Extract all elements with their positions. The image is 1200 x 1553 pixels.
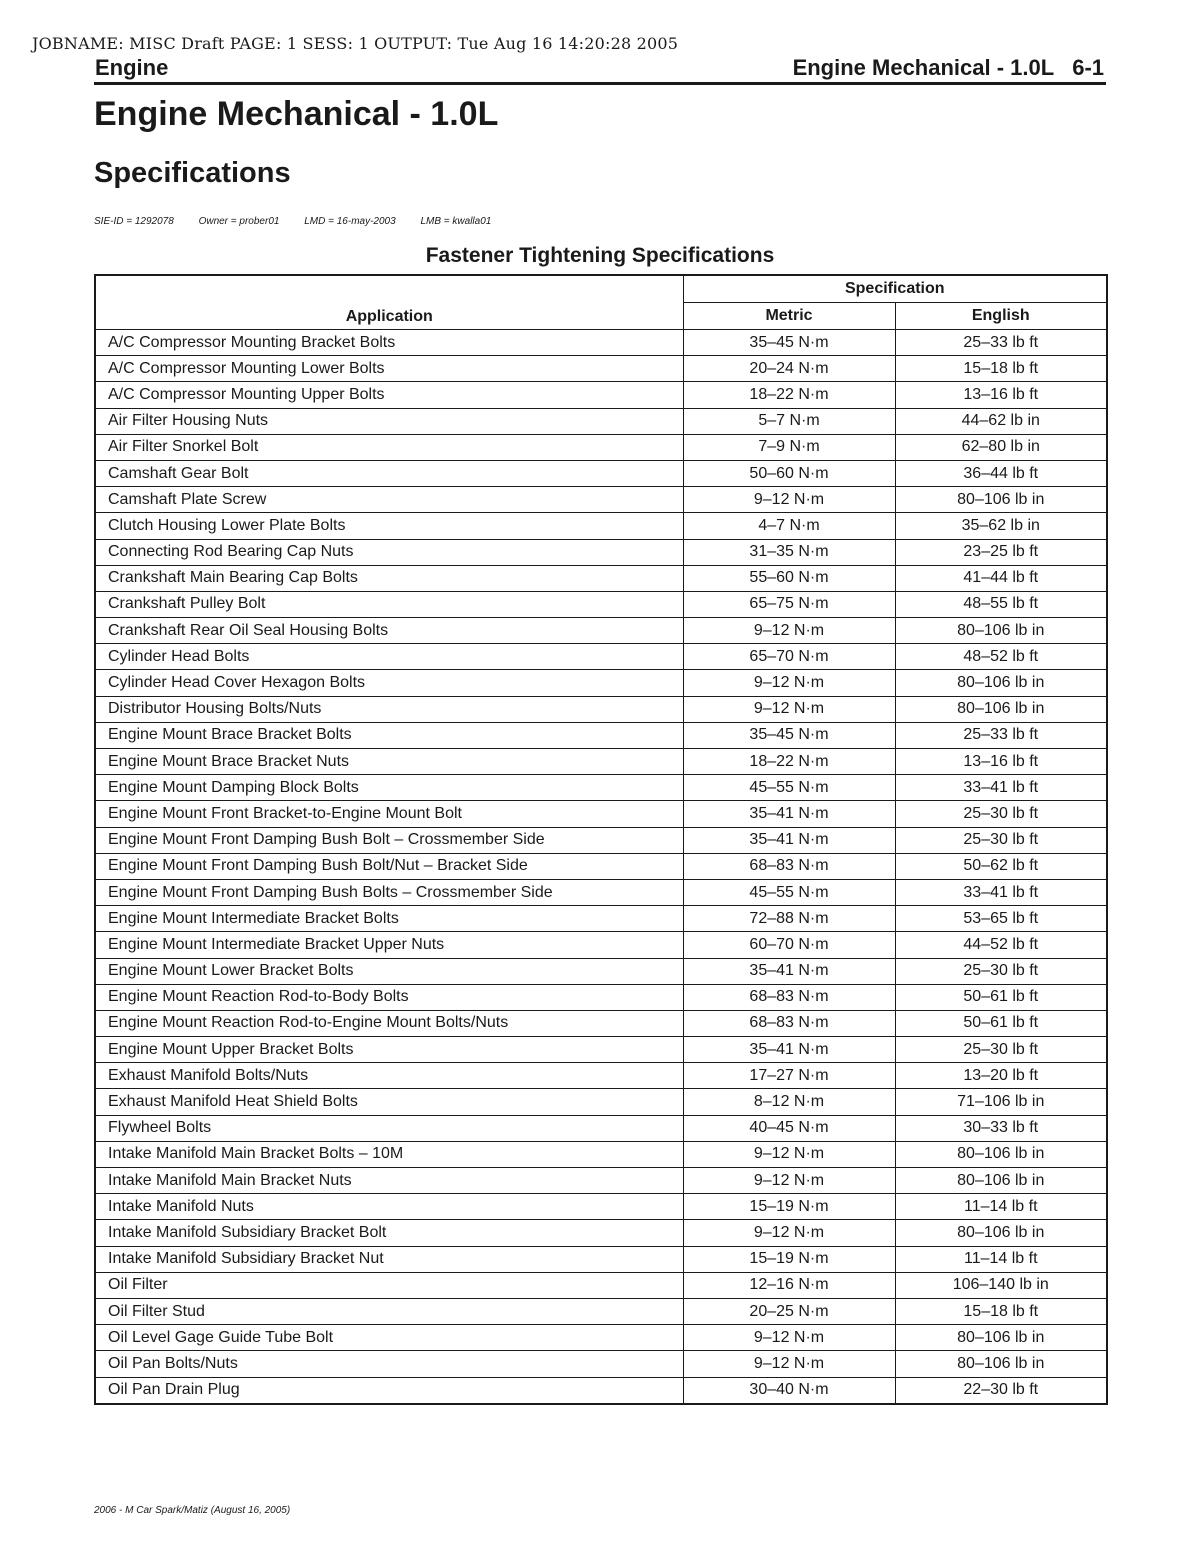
table-row [95, 1168, 1107, 1194]
application-cell: Crankshaft Main Bearing Cap Bolts [95, 565, 683, 591]
english-cell: 71–106 lb in [895, 1089, 1107, 1115]
application-cell: Air Filter Snorkel Bolt [95, 434, 683, 460]
metric-cell: 20–25 N·m [683, 1298, 895, 1324]
english-cell: 25–30 lb ft [895, 827, 1107, 853]
application-cell: Engine Mount Brace Bracket Nuts [95, 749, 683, 775]
application-cell: A/C Compressor Mounting Upper Bolts [95, 382, 683, 408]
english-cell: 44–52 lb ft [895, 932, 1107, 958]
table-row [95, 1272, 1107, 1298]
metric-cell: 20–24 N·m [683, 356, 895, 382]
english-cell: 13–20 lb ft [895, 1063, 1107, 1089]
application-cell: Oil Filter Stud [95, 1298, 683, 1324]
english-cell: 15–18 lb ft [895, 1298, 1107, 1324]
english-cell: 106–140 lb in [895, 1272, 1107, 1298]
english-cell: 80–106 lb in [895, 670, 1107, 696]
metric-cell: 9–12 N·m [683, 1325, 895, 1351]
metric-cell: 40–45 N·m [683, 1115, 895, 1141]
english-cell: 80–106 lb in [895, 1168, 1107, 1194]
english-cell: 25–30 lb ft [895, 801, 1107, 827]
english-cell: 33–41 lb ft [895, 775, 1107, 801]
application-cell: Engine Mount Upper Bracket Bolts [95, 1037, 683, 1063]
metric-cell: 9–12 N·m [683, 1168, 895, 1194]
english-cell: 25–30 lb ft [895, 1037, 1107, 1063]
application-cell: Clutch Housing Lower Plate Bolts [95, 513, 683, 539]
table-row [95, 1325, 1107, 1351]
english-cell: 48–55 lb ft [895, 591, 1107, 617]
metric-cell: 12–16 N·m [683, 1272, 895, 1298]
metric-cell: 7–9 N·m [683, 434, 895, 460]
table-row [95, 408, 1107, 434]
application-cell: Oil Level Gage Guide Tube Bolt [95, 1325, 683, 1351]
table-row [95, 1115, 1107, 1141]
english-cell: 35–62 lb in [895, 513, 1107, 539]
table-row [95, 487, 1107, 513]
english-cell: 25–30 lb ft [895, 958, 1107, 984]
english-cell: 80–106 lb in [895, 696, 1107, 722]
application-cell: Engine Mount Front Damping Bush Bolts – Crossmember Side [95, 879, 683, 905]
metric-cell: 9–12 N·m [683, 487, 895, 513]
metric-cell: 9–12 N·m [683, 1220, 895, 1246]
table-row [95, 1010, 1107, 1036]
english-cell: 44–62 lb in [895, 408, 1107, 434]
column-header-specification: Specification [683, 275, 1107, 303]
english-cell: 80–106 lb in [895, 487, 1107, 513]
fastener-spec-table [94, 274, 1108, 1405]
table-row [95, 382, 1107, 408]
english-cell: 53–65 lb ft [895, 906, 1107, 932]
metric-cell: 4–7 N·m [683, 513, 895, 539]
metric-cell: 65–75 N·m [683, 591, 895, 617]
table-row [95, 906, 1107, 932]
english-cell: 13–16 lb ft [895, 382, 1107, 408]
table-row [95, 984, 1107, 1010]
application-cell: Engine Mount Brace Bracket Bolts [95, 722, 683, 748]
header-rule [94, 82, 1106, 85]
column-header-metric: Metric [683, 303, 895, 330]
application-cell: Flywheel Bolts [95, 1115, 683, 1141]
english-cell: 80–106 lb in [895, 618, 1107, 644]
sie-id: SIE-ID = 1292078 [94, 216, 174, 227]
column-header-application: Application [95, 275, 683, 330]
application-cell: Cylinder Head Bolts [95, 644, 683, 670]
application-cell: Crankshaft Rear Oil Seal Housing Bolts [95, 618, 683, 644]
metric-cell: 9–12 N·m [683, 1351, 895, 1377]
section-title: Specifications [94, 157, 291, 189]
english-cell: 13–16 lb ft [895, 749, 1107, 775]
application-cell: Oil Pan Bolts/Nuts [95, 1351, 683, 1377]
application-cell: A/C Compressor Mounting Bracket Bolts [95, 330, 683, 356]
table-row [95, 1298, 1107, 1324]
table-row [95, 1063, 1107, 1089]
chapter-header [793, 55, 1104, 81]
metric-cell: 17–27 N·m [683, 1063, 895, 1089]
metric-cell: 35–41 N·m [683, 801, 895, 827]
metric-cell: 30–40 N·m [683, 1377, 895, 1404]
table-title: Fastener Tightening Specifications [425, 244, 775, 267]
english-cell: 48–52 lb ft [895, 644, 1107, 670]
english-cell: 41–44 lb ft [895, 565, 1107, 591]
english-cell: 80–106 lb in [895, 1351, 1107, 1377]
metric-cell: 9–12 N·m [683, 670, 895, 696]
lmb: LMB = kwalla01 [420, 216, 492, 227]
metric-cell: 50–60 N·m [683, 460, 895, 486]
english-cell: 80–106 lb in [895, 1141, 1107, 1167]
english-cell: 25–33 lb ft [895, 722, 1107, 748]
metric-cell: 31–35 N·m [683, 539, 895, 565]
english-cell: 50–61 lb ft [895, 984, 1107, 1010]
page-footer: 2006 - M Car Spark/Matiz (August 16, 2005) [94, 1505, 291, 1516]
table-row [95, 958, 1107, 984]
english-cell: 15–18 lb ft [895, 356, 1107, 382]
application-cell: Engine Mount Front Damping Bush Bolt – Crossmember Side [95, 827, 683, 853]
table-row [95, 1351, 1107, 1377]
application-cell: Intake Manifold Subsidiary Bracket Bolt [95, 1220, 683, 1246]
english-cell: 80–106 lb in [895, 1220, 1107, 1246]
metric-cell: 8–12 N·m [683, 1089, 895, 1115]
owner: Owner = prober01 [198, 216, 280, 227]
application-cell: Engine Mount Reaction Rod-to-Body Bolts [95, 984, 683, 1010]
english-cell: 50–61 lb ft [895, 1010, 1107, 1036]
metric-cell: 68–83 N·m [683, 853, 895, 879]
application-cell: Exhaust Manifold Bolts/Nuts [95, 1063, 683, 1089]
table-row [95, 749, 1107, 775]
english-cell: 22–30 lb ft [895, 1377, 1107, 1404]
english-cell: 36–44 lb ft [895, 460, 1107, 486]
table-row [95, 434, 1107, 460]
application-cell: Camshaft Gear Bolt [95, 460, 683, 486]
english-cell: 30–33 lb ft [895, 1115, 1107, 1141]
application-cell: Intake Manifold Nuts [95, 1194, 683, 1220]
application-cell: Engine Mount Front Damping Bush Bolt/Nut – Bracket Side [95, 853, 683, 879]
english-cell: 80–106 lb in [895, 1325, 1107, 1351]
metric-cell: 68–83 N·m [683, 1010, 895, 1036]
column-header-english: English [895, 303, 1107, 330]
application-cell: A/C Compressor Mounting Lower Bolts [95, 356, 683, 382]
table-row [95, 1141, 1107, 1167]
table-row [95, 1246, 1107, 1272]
application-cell: Engine Mount Intermediate Bracket Upper Nuts [95, 932, 683, 958]
metric-cell: 9–12 N·m [683, 1141, 895, 1167]
page-number: 6-1 [1072, 55, 1104, 80]
application-cell: Exhaust Manifold Heat Shield Bolts [95, 1089, 683, 1115]
table-row [95, 696, 1107, 722]
section-header: Engine [95, 55, 169, 80]
table-body [95, 330, 1107, 1404]
table-row [95, 591, 1107, 617]
english-cell: 23–25 lb ft [895, 539, 1107, 565]
table-row [95, 1377, 1107, 1404]
jobname-line: JOBNAME: MISC Draft PAGE: 1 SESS: 1 OUTPUT: Tue Aug 16 14:20:28 2005 [32, 34, 679, 53]
table-row [95, 932, 1107, 958]
english-cell: 11–14 lb ft [895, 1246, 1107, 1272]
metric-cell: 5–7 N·m [683, 408, 895, 434]
application-cell: Connecting Rod Bearing Cap Nuts [95, 539, 683, 565]
application-cell: Oil Pan Drain Plug [95, 1377, 683, 1404]
table-row [95, 565, 1107, 591]
english-cell: 25–33 lb ft [895, 330, 1107, 356]
application-cell: Oil Filter [95, 1272, 683, 1298]
metric-cell: 15–19 N·m [683, 1194, 895, 1220]
metric-cell: 18–22 N·m [683, 749, 895, 775]
table-row [95, 1220, 1107, 1246]
table-row [95, 460, 1107, 486]
english-cell: 11–14 lb ft [895, 1194, 1107, 1220]
table-row [95, 801, 1107, 827]
metric-cell: 35–41 N·m [683, 827, 895, 853]
application-cell: Distributor Housing Bolts/Nuts [95, 696, 683, 722]
metric-cell: 45–55 N·m [683, 879, 895, 905]
metric-cell: 68–83 N·m [683, 984, 895, 1010]
application-cell: Engine Mount Front Bracket-to-Engine Mount Bolt [95, 801, 683, 827]
table-row [95, 775, 1107, 801]
table-row [95, 827, 1107, 853]
application-cell: Air Filter Housing Nuts [95, 408, 683, 434]
application-cell: Engine Mount Reaction Rod-to-Engine Mount Bolts/Nuts [95, 1010, 683, 1036]
table-row [95, 1037, 1107, 1063]
page-title: Engine Mechanical - 1.0L [94, 95, 499, 133]
application-cell: Camshaft Plate Screw [95, 487, 683, 513]
metric-cell: 35–45 N·m [683, 330, 895, 356]
metric-cell: 55–60 N·m [683, 565, 895, 591]
metric-cell: 18–22 N·m [683, 382, 895, 408]
table-row [95, 1194, 1107, 1220]
metric-cell: 9–12 N·m [683, 696, 895, 722]
application-cell: Intake Manifold Main Bracket Bolts – 10M [95, 1141, 683, 1167]
table-row [95, 670, 1107, 696]
application-cell: Cylinder Head Cover Hexagon Bolts [95, 670, 683, 696]
metric-cell: 9–12 N·m [683, 618, 895, 644]
metric-cell: 45–55 N·m [683, 775, 895, 801]
application-cell: Engine Mount Damping Block Bolts [95, 775, 683, 801]
application-cell: Engine Mount Intermediate Bracket Bolts [95, 906, 683, 932]
table-row [95, 853, 1107, 879]
table-row [95, 330, 1107, 356]
application-cell: Intake Manifold Main Bracket Nuts [95, 1168, 683, 1194]
lmd: LMD = 16-may-2003 [304, 216, 396, 227]
metric-cell: 60–70 N·m [683, 932, 895, 958]
table-row [95, 513, 1107, 539]
application-cell: Engine Mount Lower Bracket Bolts [95, 958, 683, 984]
table-row [95, 539, 1107, 565]
metric-cell: 72–88 N·m [683, 906, 895, 932]
metric-cell: 35–41 N·m [683, 958, 895, 984]
application-cell: Crankshaft Pulley Bolt [95, 591, 683, 617]
metric-cell: 15–19 N·m [683, 1246, 895, 1272]
application-cell: Intake Manifold Subsidiary Bracket Nut [95, 1246, 683, 1272]
metric-cell: 65–70 N·m [683, 644, 895, 670]
table-row [95, 644, 1107, 670]
table-row [95, 879, 1107, 905]
metric-cell: 35–45 N·m [683, 722, 895, 748]
english-cell: 50–62 lb ft [895, 853, 1107, 879]
chapter-title: Engine Mechanical - 1.0L [792, 55, 1055, 80]
table-row [95, 1089, 1107, 1115]
metric-cell: 35–41 N·m [683, 1037, 895, 1063]
table-row [95, 618, 1107, 644]
table-row [95, 356, 1107, 382]
english-cell: 33–41 lb ft [895, 879, 1107, 905]
document-metadata [94, 216, 513, 227]
table-row [95, 722, 1107, 748]
english-cell: 62–80 lb in [895, 434, 1107, 460]
